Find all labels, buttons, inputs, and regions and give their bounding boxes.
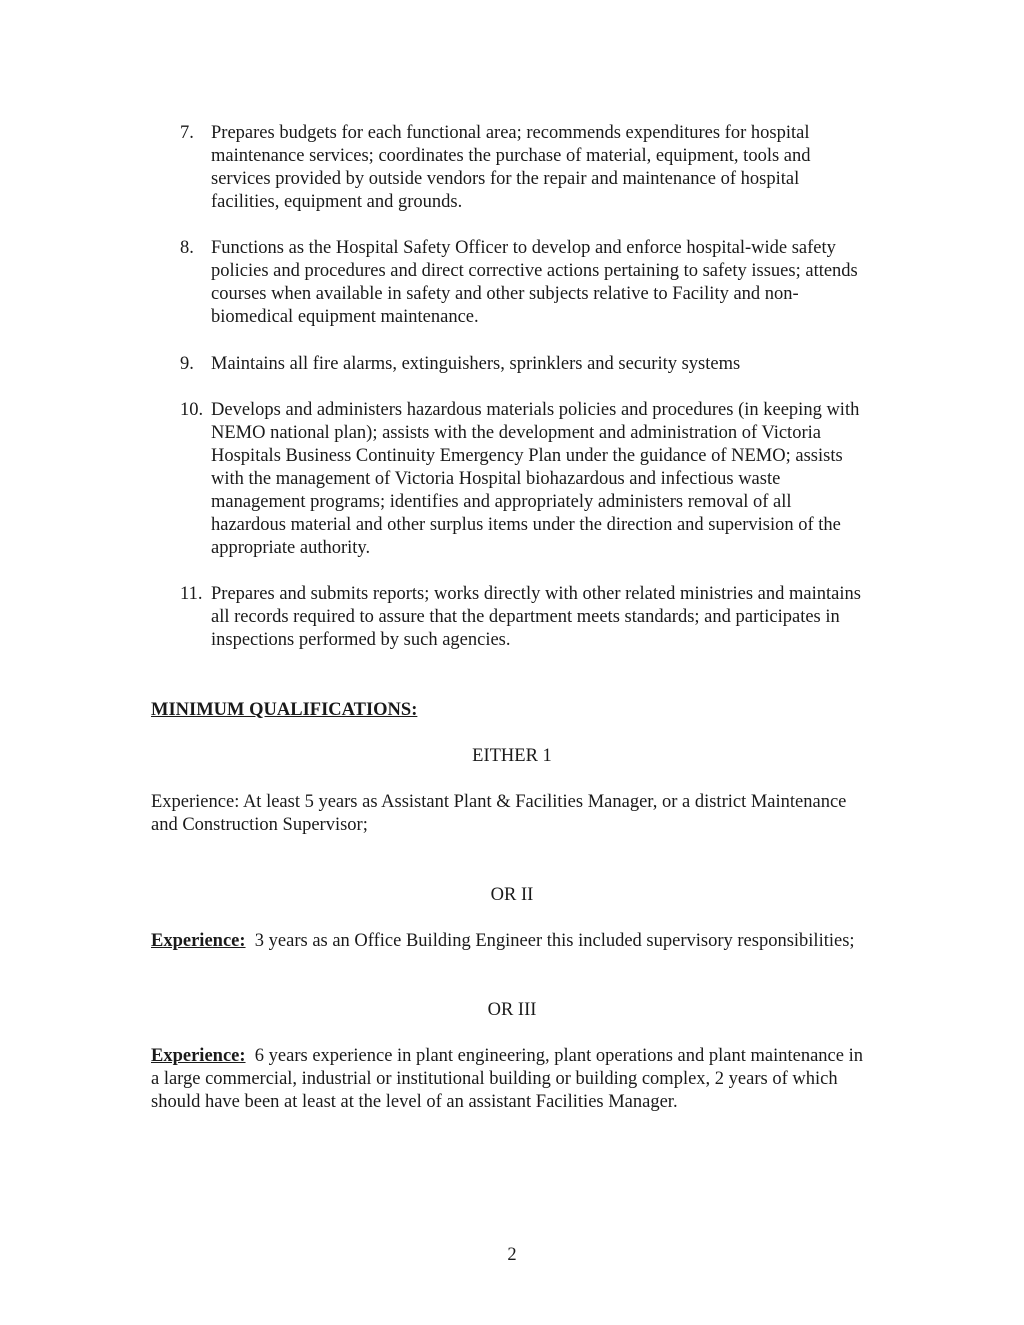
page-number: 2 [507,1245,517,1265]
duty-number: 7. [180,123,194,143]
duty-text: Develops and administers hazardous materials policies and procedures (in keeping with NEMO national plan); assists with the development and administration of Victoria Hospitals Business Continuity Emergency Plan under the guidance of NEMO; assists with the management of Victoria Hospital biohazardous and infectious waste management programs; identifies and appropriately administers removal of all hazardous material and other surplus items under the direction and supervision of the appropriate authority. [211,400,860,558]
option-2-paragraph [151,930,866,953]
duty-number: 10. [180,400,204,420]
duty-text: Prepares budgets for each functional area; recommends expenditures for hospital maintenance services; coordinates the purchase of material, equipment, tools and services provided by outside vendors for the repair and maintenance of hospital facilities, equipment and grounds. [211,123,811,212]
duty-text: Maintains all fire alarms, extinguishers, sprinklers and security systems [211,354,741,374]
duty-item-9 [180,353,870,376]
option-3-paragraph [151,1045,866,1114]
option-2-text: 3 years as an Office Building Engineer this included supervisory responsibilities; [254,931,855,951]
experience-label: Experience: [151,931,246,951]
duty-text: Functions as the Hospital Safety Officer to develop and enforce hospital-wide safety policies and procedures and direct corrective actions pertaining to safety issues; attends courses when available in safety and other subjects relative to Facility and non-biomedical equipment maintenance. [211,238,858,327]
option-1-label: EITHER 1 [472,746,552,766]
duty-item-7 [180,122,870,214]
duty-item-11 [180,583,870,652]
qualifications-heading: MINIMUM QUALIFICATIONS: [151,700,418,720]
duty-number: 11. [180,584,203,604]
option-2-label: OR II [490,885,534,905]
duty-item-10 [180,399,870,560]
option-3-label: OR III [487,1000,537,1020]
duty-number: 8. [180,238,194,258]
option-3-text: 6 years experience in plant engineering, plant operations and plant maintenance in a large commercial, industrial or institutional building or building complex, 2 years of which should have been at least at the level of an assistant Facilities Manager. [151,1046,863,1112]
duty-number: 9. [180,354,194,374]
option-1-text: Experience: At least 5 years as Assistant Plant & Facilities Manager, or a district Maintenance and Construction Supervisor; [151,792,847,835]
duty-item-8 [180,237,870,329]
duty-text: Prepares and submits reports; works directly with other related ministries and maintains all records required to assure that the department meets standards; and participates in inspections performed by such agencies. [211,584,861,650]
experience-label: Experience: [151,1046,246,1066]
